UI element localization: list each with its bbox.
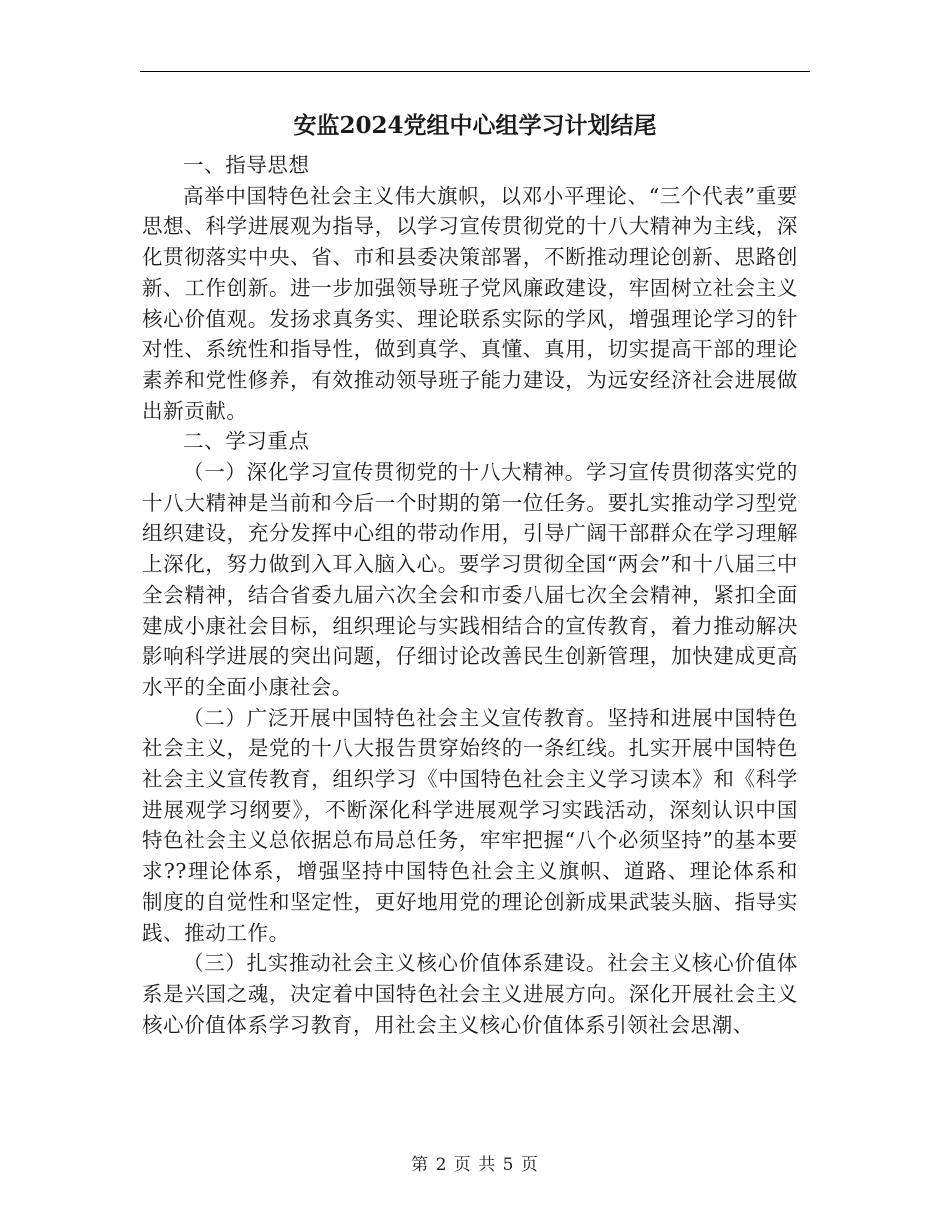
section-heading-study-focus: 二、学习重点 — [183, 429, 310, 454]
paragraph-focus-3: （三）扎实推动社会主义核心价值体系建设。社会主义核心价值体系是兴国之魂，决定着中国特色社会主义进展方向。深化开展社会主义核心价值体系学习教育，用社会主义核心价值体系引领社会思潮、 — [142, 951, 798, 1037]
document-body — [142, 150, 798, 1040]
header-rule — [140, 71, 810, 72]
section-heading-guiding-thought: 一、指导思想 — [183, 153, 310, 177]
paragraph-focus-1: （一）深化学习宣传贯彻党的十八大精神。学习宣传贯彻落实党的十八大精神是当前和今后一个时期的第一位任务。要扎实推动学习型党组织建设，充分发挥中心组的带动作用，引导广阔干部群众在学习理解上深化，努力做到入耳入脑入心。要学习贯彻全国“两会”和十八届三中全会精神，结合省委九届六次全会和市委八届七次全会精神，紧扣全面建成小康社会目标，组织理论与实践相结合的宣传教育，着力推动解决影响科学进展的突出问题，仔细讨论改善民生创新管理，加快建成更高水平的全面小康社会。 — [142, 460, 798, 699]
paragraph-focus-2: （二）广泛开展中国特色社会主义宣传教育。坚持和进展中国特色社会主义，是党的十八大报告贯穿始终的一条红线。扎实开展中国特色社会主义宣传教育，组织学习《中国特色社会主义学习读本》和《科学进展观学习纲要》，不断深化科学进展观学习实践活动，深刻认识中国特色社会主义总依据总布局总任务，牢牢把握“八个必须坚持”的基本要求??理论体系，增强坚持中国特色社会主义旗帜、道路、理论体系和制度的自觉性和坚定性，更好地用党的理论创新成果武装头脑、指导实践、推动工作。 — [142, 705, 798, 945]
document-title: 安监2024党组中心组学习计划结尾 — [293, 112, 657, 139]
paragraph-guiding-thought: 高举中国特色社会主义伟大旗帜，以邓小平理论、“三个代表”重要思想、科学进展观为指导，以学习宣传贯彻党的十八大精神为主线，深化贯彻落实中央、省、市和县委决策部署，不断推动理论创新、思路创新、工作创新。进一步加强领导班子党风廉政建设，牢固树立社会主义核心价值观。发扬求真务实、理论联系实际的学风，增强理论学习的针对性、系统性和指导性，做到真学、真懂、真用，切实提高干部的理论素养和党性修养，有效推动领导班子能力建设，为远安经济社会进展做出新贡献。 — [142, 183, 798, 423]
page-number-footer: 第 2 页 共 5 页 — [411, 1155, 539, 1175]
